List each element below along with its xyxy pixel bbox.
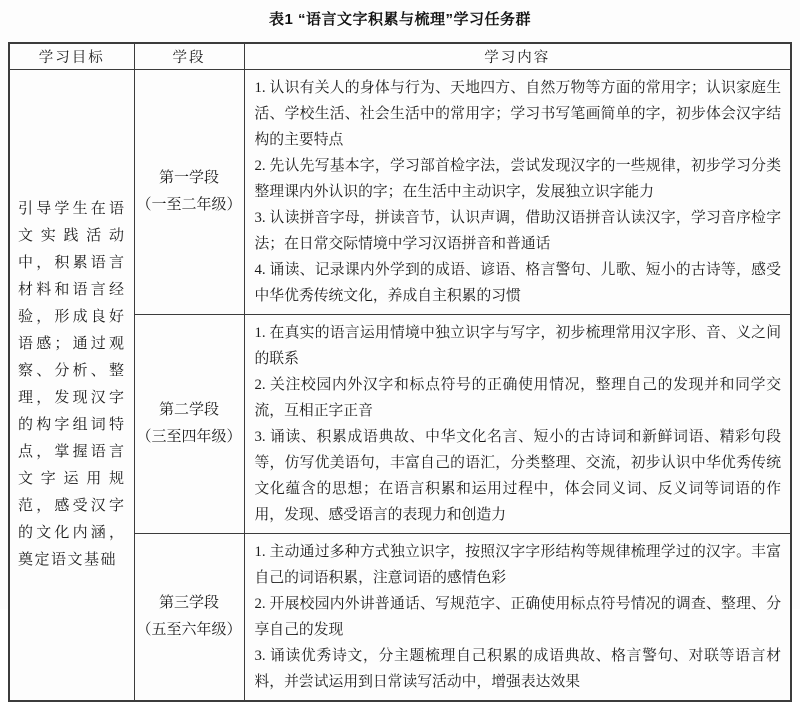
learning-task-table — [8, 42, 792, 702]
content-cell-3 — [244, 534, 791, 702]
content-item: 4. 诵读、记录课内外学到的成语、谚语、格言警句、儿歌、短小的古诗等，感受中华优秀传统文化，养成自主积累的习惯 — [254, 262, 781, 304]
content-item: 1. 在真实的语言运用情境中独立识字与写字，初步梳理常用汉字形、音、义之间的联系 — [254, 325, 781, 367]
stage-cell-2 — [134, 315, 244, 534]
stage-name: 第一学段 — [158, 170, 219, 186]
content-item: 2. 开展校园内外讲普通话、写规范字、正确使用标点符号情况的调查、整理、分享自己的发现 — [254, 596, 781, 638]
content-cell-2 — [244, 315, 791, 534]
stage-grades: （五至六年级） — [136, 622, 242, 638]
content-item: 2. 关注校园内外汉字和标点符号的正确使用情况，整理自己的发现并和同学交流，互相正字正音 — [254, 377, 781, 419]
content-item: 3. 诵读、积累成语典故、中华文化名言、短小的古诗词和新鲜词语、精彩句段等，仿写优美语句，丰富自己的语汇，分类整理、交流，初步认识中华优秀传统文化蕴含的思想；在语言积累和运用过程中，体会同义词、反义词等词语的作用，发现、感受语言的表现力和创造力 — [254, 429, 781, 523]
column-header-stage: 学段 — [134, 43, 244, 70]
content-cell-1 — [244, 70, 791, 315]
content-item: 1. 主动通过多种方式独立识字，按照汉字字形结构等规律梳理学过的汉字。丰富自己的词语积累，注意词语的感情色彩 — [254, 544, 781, 586]
stage-grades: （三至四年级） — [136, 429, 242, 445]
stage-name: 第三学段 — [158, 595, 219, 611]
content-item: 1. 认识有关人的身体与行为、天地四方、自然万物等方面的常用字；认识家庭生活、学校生活、社会生活中的常用字；学习书写笔画简单的字，初步体会汉字结构的主要特点 — [254, 80, 781, 148]
column-header-content: 学习内容 — [244, 43, 791, 70]
content-item: 2. 先认先写基本字，学习部首检字法，尝试发现汉字的一些规律，初步学习分类整理课内外认识的字；在生活中主动识字，发展独立识字能力 — [254, 158, 781, 200]
stage-name: 第二学段 — [158, 402, 219, 418]
stage-grades: （一至二年级） — [136, 197, 242, 213]
stage-cell-1 — [134, 70, 244, 315]
stage-cell-3 — [134, 534, 244, 702]
objective-cell: 引导学生在语文实践活动中，积累语言材料和语言经验，形成良好语感；通过观察、分析、整理，发现汉字的构字组词特点，掌握语言文字运用规范，感受汉字的文化内涵，奠定语文基础 — [9, 70, 134, 702]
content-item: 3. 认读拼音字母，拼读音节，认识声调，借助汉语拼音认读汉字，学习音序检字法；在日常交际情境中学习汉语拼音和普通话 — [254, 210, 781, 252]
column-header-objective: 学习目标 — [9, 43, 134, 70]
content-item: 3. 诵读优秀诗文，分主题梳理自己积累的成语典故、格言警句、对联等语言材料，并尝试运用到日常读写活动中，增强表达效果 — [254, 648, 781, 690]
table-title: 表1 “语言文字积累与梳理”学习任务群 — [268, 11, 531, 28]
table-header-row — [9, 43, 791, 70]
table-row-stage-1 — [9, 70, 791, 315]
